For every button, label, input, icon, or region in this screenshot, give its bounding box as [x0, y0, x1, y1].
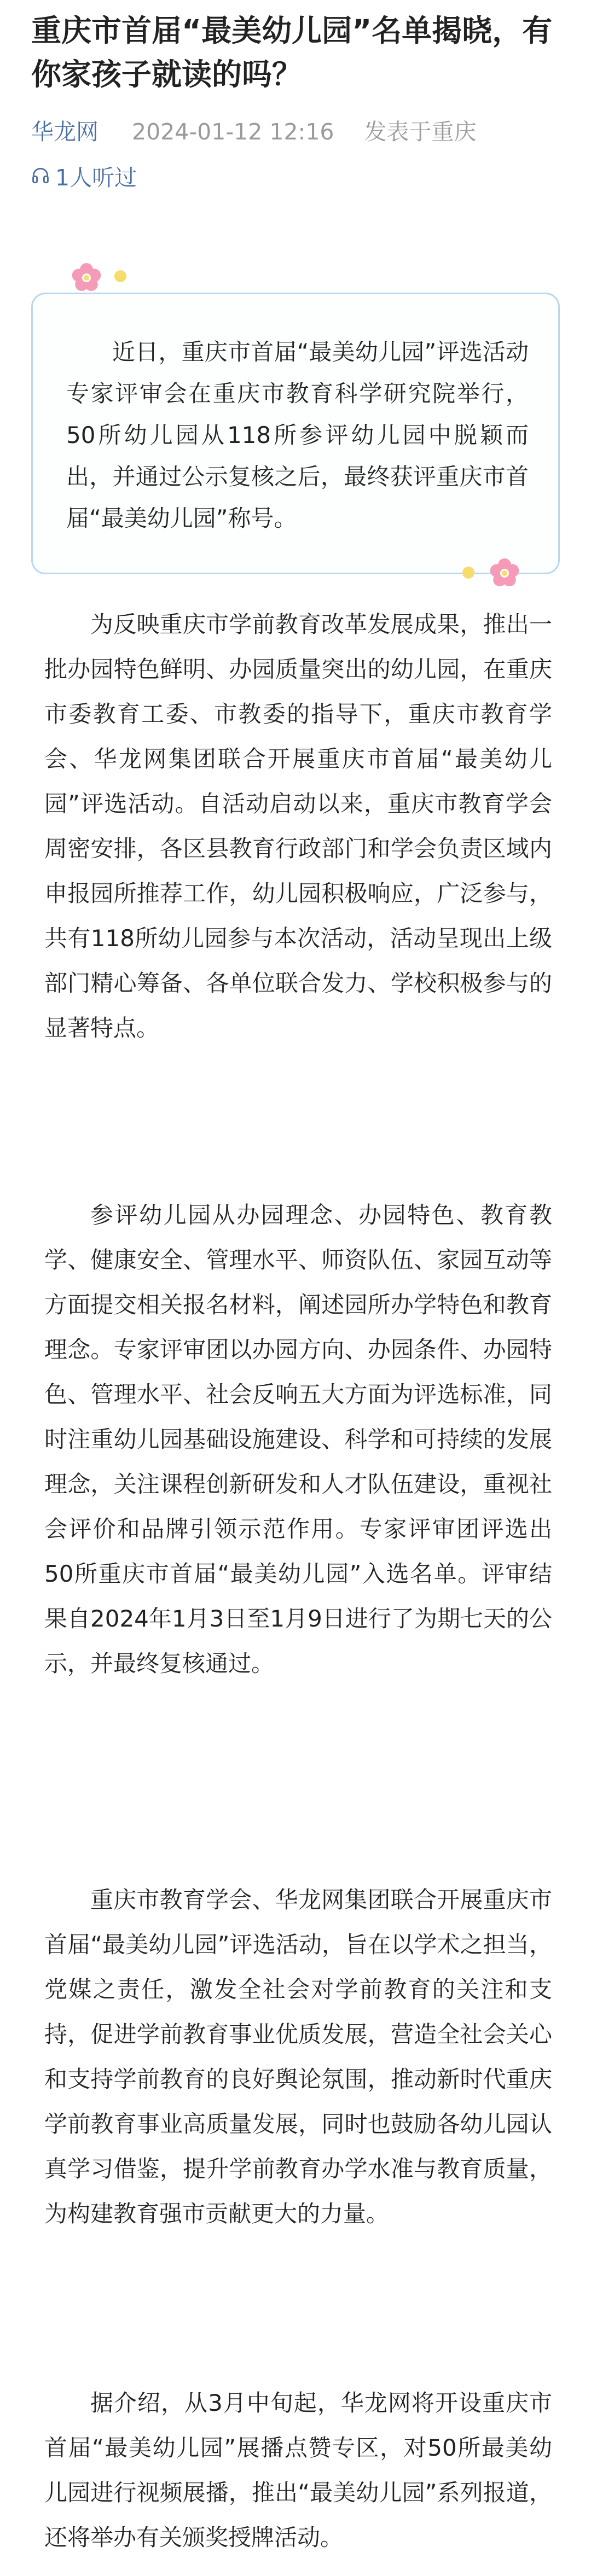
- yellow-dot-decoration: [114, 270, 126, 282]
- publish-time: 2024-01-12 12:16: [132, 119, 334, 145]
- flower-decoration-icon: [70, 261, 103, 294]
- article-title: 重庆市首届“最美幼儿园”名单揭晓，有你家孩子就读的吗？: [31, 13, 553, 92]
- listen-count[interactable]: [31, 160, 137, 191]
- article-meta: [31, 116, 477, 147]
- source-link[interactable]: 华龙网: [31, 119, 99, 145]
- body-paragraph: 为反映重庆市学前教育改革发展成果，推出一批办园特色鲜明、办园质量突出的幼儿园，在重庆市委教育工委、市教委的指导下，重庆市教育学会、华龙网集团联合开展重庆市首届“最美幼儿园”评选活动。自活动启动以来，重庆市教育学会周密安排，各区县教育行政部门和学会负责区域内申报园所推荐工作，幼儿园积极响应，广泛参与，共有118所幼儿园参与本次活动，活动呈现出上级部门精心筹备、各单位联合发力、学校积极参与的显著特点。: [44, 611, 552, 1041]
- yellow-dot-decoration: [462, 567, 474, 579]
- body-paragraph: 重庆市教育学会、华龙网集团联合开展重庆市首届“最美幼儿园”评选活动，旨在以学术之担当，党媒之责任，激发全社会对学前教育的关注和支持，促进学前教育事业优质发展，营造全社会关心和支持学前教育的良好舆论氛围，推动新时代重庆学前教育事业高质量发展，同时也鼓励各幼儿园认真学习借鉴，提升学前教育办学水准与教育质量，为构建教育强市贡献更大的力量。: [44, 1886, 552, 2227]
- listen-count-label: 1人听过: [55, 164, 137, 191]
- flower-decoration-icon: [488, 557, 521, 590]
- body-paragraph: 据介绍，从3月中旬起，华龙网将开设重庆市首届“最美幼儿园”展播点赞专区，对50所最美幼儿园进行视频展播，推出“最美幼儿园”系列报道，还将举办有关颁奖授牌活动。: [44, 2389, 552, 2551]
- body-paragraph: 参评幼儿园从办园理念、办园特色、教育教学、健康安全、管理水平、师资队伍、家园互动等方面提交相关报名材料，阐述园所办学特色和教育理念。专家评审团以办园方向、办园条件、办园特色、管理水平、社会反响五大方面为评选标准，同时注重幼儿园基础设施建设、科学和可持续的发展理念，关注课程创新研发和人才队伍建设，重视社会评价和品牌引领示范作用。专家评审团评选出50所重庆市首届“最美幼儿园”入选名单。评审结果自2024年1月3日至1月9日进行了为期七天的公示，并最终复核通过。: [44, 1202, 552, 1677]
- summary-text: 近日，重庆市首届“最美幼儿园”评选活动专家评审会在重庆市教育科学研究院举行，50所幼儿园从118所参评幼儿园中脱颖而出，并通过公示复核之后，最终获评重庆市首届“最美幼儿园”称号。: [66, 339, 529, 532]
- publish-location: 发表于重庆: [364, 119, 477, 145]
- headphones-icon: [31, 166, 50, 185]
- summary-box: [31, 293, 560, 574]
